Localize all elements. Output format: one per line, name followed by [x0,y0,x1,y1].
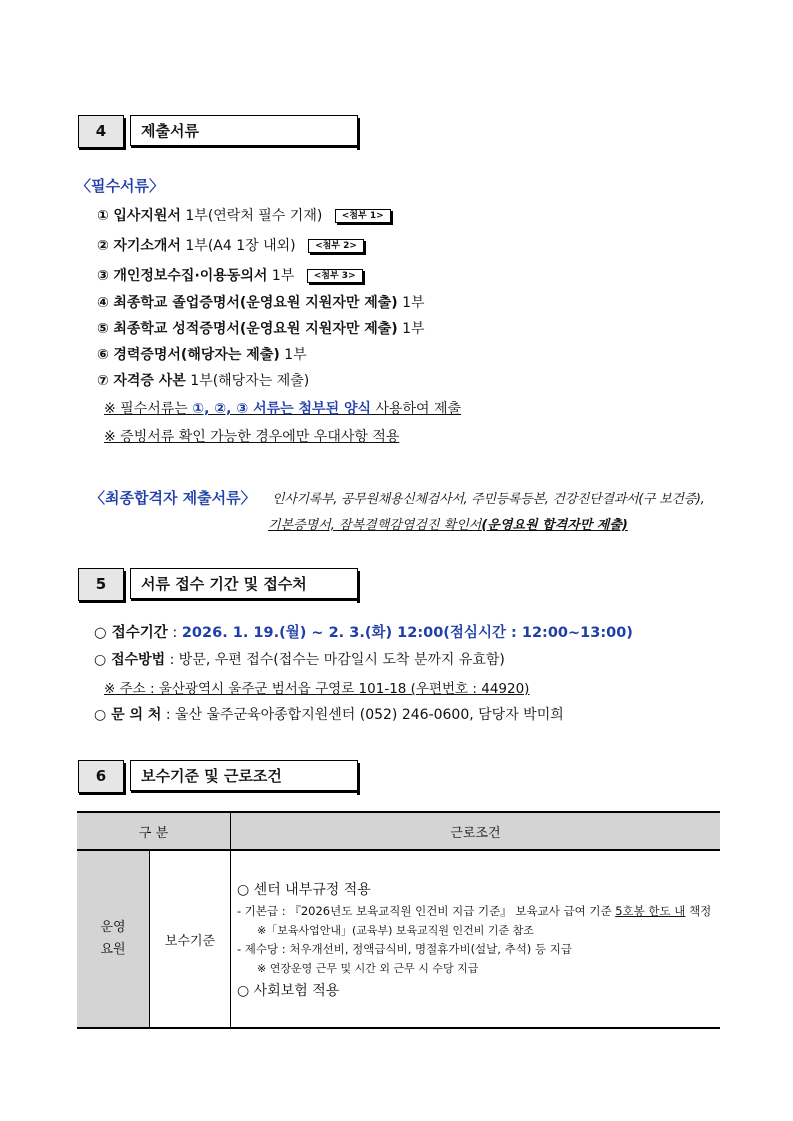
item-name: 자기소개서 [113,238,181,254]
item-detail: 1부 [279,347,307,363]
section-title: 서류 접수 기간 및 접수처 [130,568,358,599]
condition-line-3: ※「보육사업안내」(교육부) 보육교직원 인건비 기준 참조 [257,923,534,937]
item-detail: 1부(연락처 필수 기재) [180,208,323,224]
item-detail: 1부 [397,321,425,337]
item-marker: ⑦ [97,373,109,389]
item-name: 최종학교 졸업증명서(운영요원 지원자만 제출) [113,295,398,311]
item-marker: ④ [97,295,109,311]
note-text: 사용하여 제출 [371,401,462,417]
item-marker: ② [97,238,109,254]
doc-item-3 [97,265,363,285]
condition-line-4: - 제수당 : 처우개선비, 정액급식비, 명절휴가비(설날, 추석) 등 지급 [237,941,572,956]
final-docs-line-1: 인사기록부, 공무원채용신체검사서, 주민등록등본, 건강진단결과서(구 보건증), [272,492,705,507]
header-category: 구 분 [77,812,231,850]
section-title: 보수기준 및 근로조건 [130,760,358,791]
required-docs-heading: 〈필수서류〉 [76,177,164,195]
item-marker: ③ [97,268,109,284]
section-number: 5 [78,568,124,601]
item-name: 자격증 사본 [113,373,186,389]
condition-line-5: ※ 연장운영 근무 및 시간 외 근무 시 수당 지급 [257,961,479,975]
item-name: 경력증명서(해당자는 제출) [113,347,280,363]
attachment-tag: <첨부 3> [307,269,363,283]
row-group [77,850,150,1028]
method-label: ○ 접수방법 [94,652,166,668]
reception-method [94,649,505,669]
item-detail: 1부(A4 1장 내외) [180,238,296,254]
item-detail: 1부 [267,268,295,284]
row-group-label: 운영 요원 [100,920,126,957]
item-marker: ⑤ [97,321,109,337]
conditions-cell [231,850,721,1028]
condition-line-6: ○ 사회보험 적용 [237,982,340,999]
period-label: ○ 접수기간 [94,625,168,641]
condition-line-1: ○ 센터 내부규정 적용 [237,881,371,898]
doc-item-1 [97,205,391,225]
contact-info [94,704,564,724]
address-note: ※ 주소 : 울산광역시 울주군 범서읍 구영로 101-18 (우편번호 : 44920) [104,681,530,697]
doc-item-2 [97,235,364,255]
period-value: 2026. 1. 19.(월) ~ 2. 3.(화) 12:00(점심시간 : 12:00~13:00) [181,625,633,641]
header-conditions: 근로조건 [231,812,721,850]
method-value: : 방문, 우편 접수(접수는 마감일시 도착 분까지 유효함) [165,652,505,668]
item-detail: 1부 [397,295,425,311]
reception-period [94,621,633,642]
doc-item-4 [97,292,425,312]
item-detail: 1부(해당자는 제출) [185,373,310,389]
table-row [77,850,720,1028]
colon: : [167,625,182,641]
base-pay-end: 책정 [685,903,712,918]
item-marker: ⑥ [97,347,109,363]
item-name: 개인정보수집·이용동의서 [113,268,268,284]
contact-label: ○ 문 의 처 [94,707,162,723]
required-docs-note [104,398,461,418]
final-docs-line-2 [268,514,628,533]
section-title: 제출서류 [130,115,358,146]
working-conditions-table [77,811,720,1029]
final-docs-list: 기본증명서, 잠복결핵감염검진 확인서 [268,518,482,533]
note-text: ※ 필수서류는 [104,401,193,417]
base-pay-text: - 기본급 : 『2026년도 보육교직원 인건비 지급 기준』 보육교사 급여 기준 [237,903,616,918]
doc-item-5 [97,318,425,338]
base-pay-limit: 5호봉 한도 내 [615,903,686,918]
section-number: 4 [78,115,124,148]
final-docs-heading: 〈최종합격자 제출서류〉 [90,489,256,507]
attachment-tag: <첨부 1> [335,209,391,223]
attachment-tag: <첨부 2> [308,239,364,253]
item-marker: ① [97,208,109,224]
final-docs-condition: (운영요원 합격자만 제출) [481,518,628,533]
table-header-row [77,812,720,850]
item-name: 최종학교 성적증명서(운영요원 지원자만 제출) [113,321,398,337]
doc-item-6 [97,344,307,364]
row-item: 보수기준 [150,850,231,1028]
contact-value: : 울산 울주군육아종합지원센터 (052) 246-0600, 담당자 박미희 [161,707,564,723]
item-name: 입사지원서 [113,208,181,224]
doc-item-7 [97,370,309,390]
condition-line-2 [237,903,714,919]
evidence-note: ※ 증빙서류 확인 가능한 경우에만 우대사항 적용 [104,429,400,445]
section-number: 6 [78,760,124,793]
note-emphasis: ①, ②, ③ 서류는 첨부된 양식 [192,401,372,417]
